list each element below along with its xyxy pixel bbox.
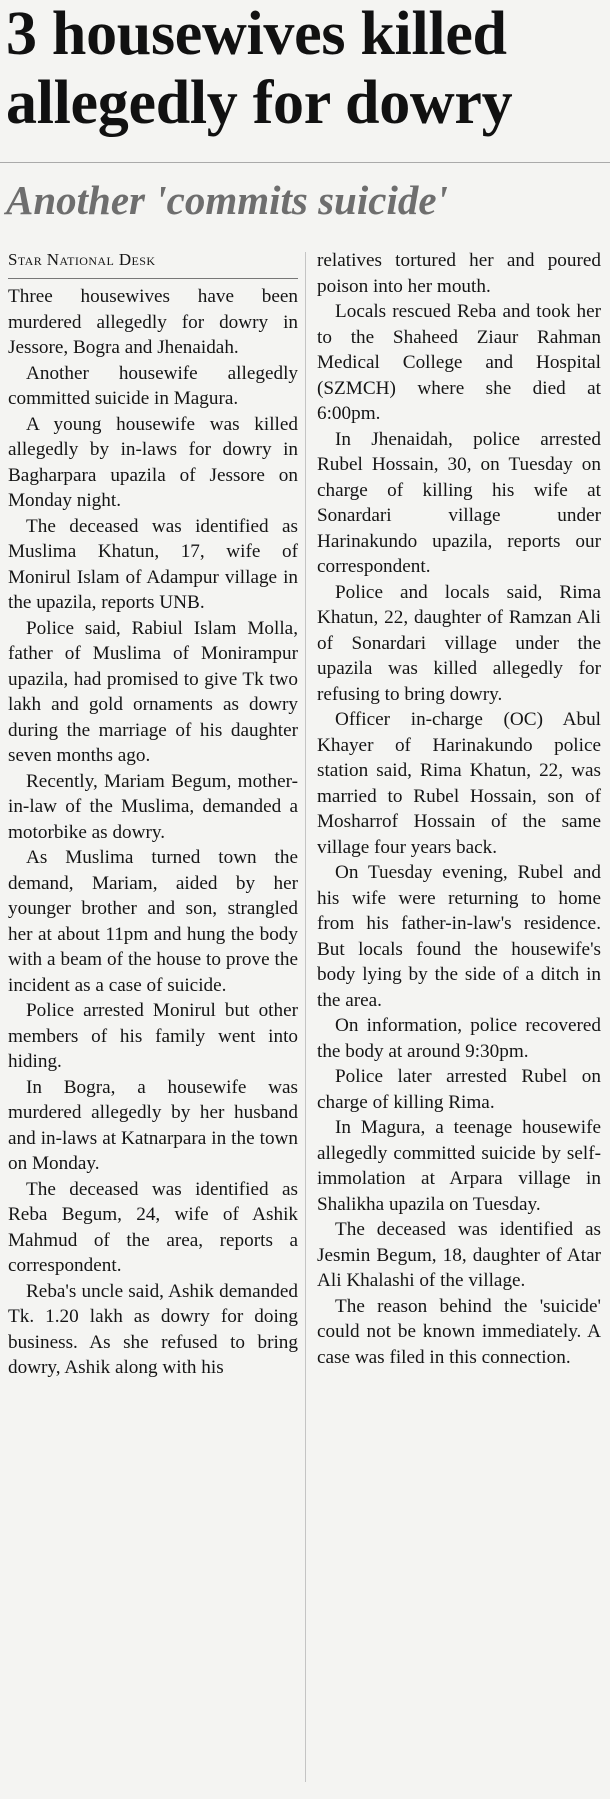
byline: Star National Desk	[8, 250, 156, 269]
paragraph: On Tuesday evening, Rubel and his wife were returning to home from his father-in-law's residence. But locals found the housewife's body lying by the side of a ditch in the area.	[317, 862, 601, 1011]
article-column-left	[8, 248, 298, 1381]
paragraph: Reba's uncle said, Ashik demanded Tk. 1.20 lakh as dowry for doing business. As she refused to bring dowry, Ashik along with his	[8, 1280, 298, 1378]
paragraph: Police said, Rabiul Islam Molla, father of Muslima of Monirampur upazila, had promised to give Tk two lakh and gold ornaments as dowry during the marriage of his daughter seven months ago.	[8, 617, 298, 766]
paragraph: Police arrested Monirul but other members of his family went into hiding.	[8, 1000, 298, 1072]
article-column-right	[317, 248, 601, 1370]
paragraph: A young housewife was killed allegedly by in-laws for dowry in Bagharpara upazila of Jessore on Monday night.	[8, 413, 298, 511]
paragraph: In Jhenaidah, police arrested Rubel Hossain, 30, on Tuesday on charge of killing his wife at Sonardari village under Harinakundo upazila, reports our correspondent.	[317, 428, 601, 577]
paragraph: Recently, Mariam Begum, mother-in-law of the Muslima, demanded a motorbike as dowry.	[8, 770, 298, 843]
paragraph: Locals rescued Reba and took her to the Shaheed Ziaur Rahman Medical College and Hospital (SZMCH) where she died at 6:00pm.	[317, 301, 601, 424]
paragraph: The deceased was identified as Reba Begum, 24, wife of Ashik Mahmud of the area, reports a correspondent.	[8, 1178, 298, 1276]
paragraph: In Bogra, a housewife was murdered allegedly by her husband and in-laws at Katnarpara in the town on Monday.	[8, 1076, 298, 1174]
headline-line-2: allegedly for dowry	[6, 69, 513, 137]
headline	[6, 0, 512, 138]
column-divider	[305, 252, 306, 1782]
paragraph: Officer in-charge (OC) Abul Khayer of Harinakundo police station said, Rima Khatun, 22, was married to Rubel Hossain, son of Mosharrof Hossain of the same village four years back.	[317, 709, 601, 858]
paragraph: On information, police recovered the body at around 9:30pm.	[317, 1015, 601, 1062]
paragraph: The reason behind the 'suicide' could not be known immediately. A case was filed in this connection.	[317, 1295, 601, 1368]
paragraph: Police and locals said, Rima Khatun, 22, daughter of Ramzan Ali of Sonardari village under the upazila was killed allegedly for refusing to bring dowry.	[317, 581, 601, 705]
paragraph: Three housewives have been murdered allegedly for dowry in Jessore, Bogra and Jhenaidah.	[8, 286, 298, 358]
byline-rule	[8, 278, 298, 279]
headline-rule	[0, 162, 610, 163]
paragraph: Police later arrested Rubel on charge of killing Rima.	[317, 1066, 601, 1113]
paragraph: As Muslima turned town the demand, Mariam, aided by her younger brother and son, strangled her at about 11pm and hung the body with a beam of the house to prove the incident as a case of suicide.	[8, 847, 298, 996]
paragraph: Another housewife allegedly committed suicide in Magura.	[8, 362, 298, 409]
paragraph: In Magura, a teenage housewife allegedly committed suicide by self-immolation at Arpara village in Shalikha upazila on Tuesday.	[317, 1117, 601, 1215]
subheadline: Another 'commits suicide'	[6, 177, 448, 223]
paragraph: The deceased was identified as Jesmin Begum, 18, daughter of Atar Ali Khalashi of the village.	[317, 1219, 601, 1291]
paragraph: relatives tortured her and poured poison into her mouth.	[317, 250, 601, 297]
headline-line-1: 3 housewives killed	[6, 0, 507, 68]
paragraph: The deceased was identified as Muslima Khatun, 17, wife of Monirul Islam of Adampur village in the upazila, reports UNB.	[8, 515, 298, 613]
